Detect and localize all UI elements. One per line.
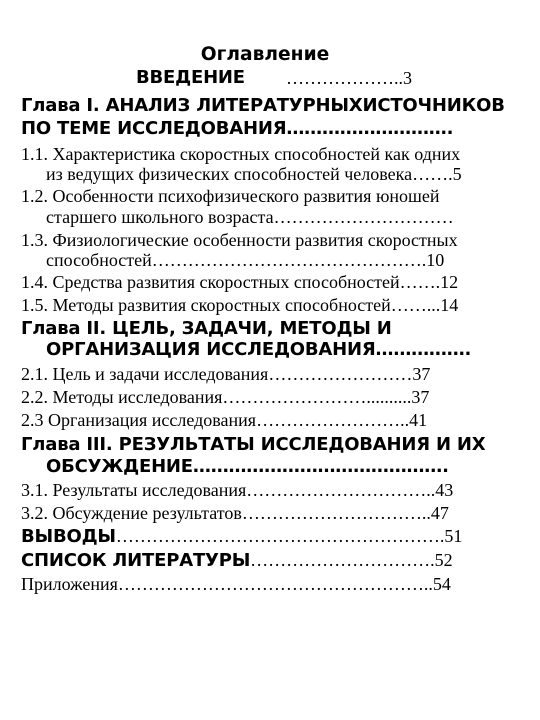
conclusions-leader-and-page: ……………………………………………….51 — [115, 526, 463, 546]
chapter-2-title-line-2: ОРГАНИЗАЦИЯ ИССЛЕДОВАНИЯ……………. — [46, 339, 472, 360]
conclusions-label: ВЫВОДЫ — [21, 526, 116, 547]
section-2-2: 2.2. Методы исследования……………………..........37 — [21, 387, 430, 407]
section-2-1: 2.1. Цель и задачи исследования……………………37 — [21, 364, 431, 384]
chapter-3-title-line-1: Глава III. РЕЗУЛЬТАТЫ ИССЛЕДОВАНИЯ И ИХ — [21, 434, 486, 455]
section-1-1-line-2: из ведущих физических способностей человека…….5 — [46, 164, 462, 184]
toc-entry-intro — [136, 67, 245, 88]
section-1-3-line-2: способностей……………………………………….10 — [46, 250, 445, 270]
section-3-2: 3.2. Обсуждение результатов…………………………..47 — [21, 503, 449, 523]
section-3-1: 3.1. Результаты исследования…………………………..43 — [21, 480, 454, 500]
chapter-1-title-line-1: Глава I. АНАЛИЗ ЛИТЕРАТУРНЫХИСТОЧНИКОВ — [21, 95, 505, 116]
toc-title: Оглавление — [200, 43, 330, 65]
section-2-3: 2.3 Организация исследования……………………..41 — [21, 410, 428, 430]
chapter-2-title-line-1: Глава II. ЦЕЛЬ, ЗАДАЧИ, МЕТОДЫ И — [21, 318, 392, 339]
intro-leader: ……………….. — [286, 68, 403, 88]
section-1-4: 1.4. Средства развития скоростных способностей…….12 — [21, 272, 459, 292]
section-1-1-line-1: 1.1. Характеристика скоростных способностей как одних — [21, 144, 461, 164]
intro-leader-and-page — [286, 68, 412, 89]
references-leader-and-page: ………………………….52 — [250, 550, 453, 570]
section-1-3-line-1: 1.3. Физиологические особенности развития скоростных — [21, 230, 458, 250]
intro-label: ВВЕДЕНИЕ — [136, 67, 245, 88]
section-1-2-line-2: старшего школьного возраста………………………… — [46, 207, 454, 227]
intro-page: 3 — [403, 68, 412, 88]
section-1-5: 1.5. Методы развития скоростных способностей……...14 — [21, 295, 459, 315]
section-1-2-line-1: 1.2. Особенности психофизического развития юношей — [21, 186, 440, 206]
toc-entry-conclusions — [21, 526, 462, 547]
toc-entry-appendix: Приложения……………………………………………..54 — [21, 574, 451, 594]
toc-entry-references — [21, 550, 453, 571]
chapter-3-title-line-2: ОБСУЖДЕНИЕ……………………………………. — [46, 456, 449, 477]
chapter-1-title-line-2: ПО ТЕМЕ ИССЛЕДОВАНИЯ………………………. — [21, 118, 454, 139]
references-label: СПИСОК ЛИТЕРАТУРЫ — [21, 550, 251, 571]
